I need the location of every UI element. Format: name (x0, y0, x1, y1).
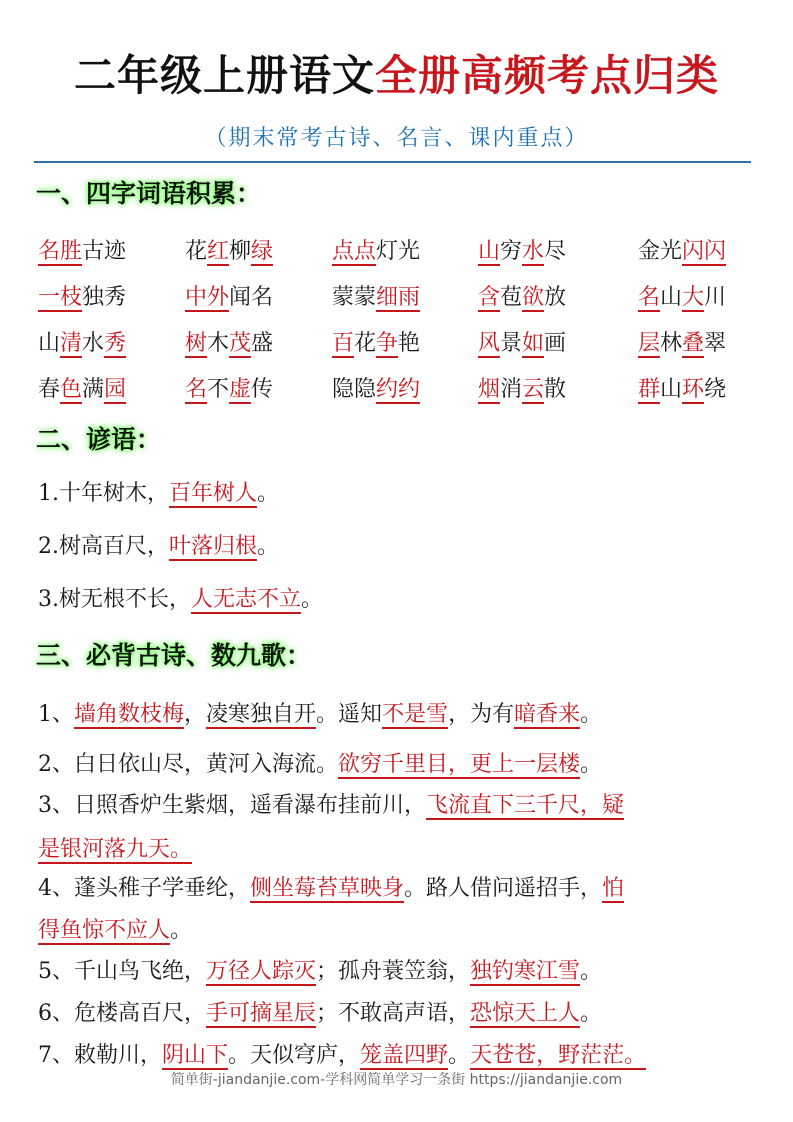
idiom-answer: 水 (522, 239, 545, 264)
poem-answer: 不是雪 (382, 702, 449, 727)
idiom-answer: 细雨 (376, 285, 421, 310)
idiom-item (332, 368, 420, 412)
proverb-line (38, 527, 279, 567)
proverb-answer: 百年树人 (169, 481, 258, 506)
page-subtitle: （期末常考古诗、名言、课内重点） (204, 126, 589, 151)
proverb-text: 1.十年树木， (38, 481, 169, 506)
idiom-answer: 中外 (185, 285, 230, 310)
idiom-text: 花 (185, 239, 208, 264)
title-part2: 全册高频考点归类 (375, 51, 720, 100)
idiom-text: 林 (660, 331, 683, 356)
proverb-text: 。 (257, 534, 280, 559)
proverb-answer: 叶落归根 (169, 534, 258, 559)
idiom-answer: 争 (376, 331, 399, 356)
poem-answer: 万径人踪灭 (206, 959, 317, 984)
idiom-text: 山 (660, 285, 683, 310)
idiom-answer: 清 (60, 331, 83, 356)
poem-line (38, 695, 602, 735)
poem-text: 6、危楼高百尺， (38, 1001, 206, 1026)
idiom-text: 川 (704, 285, 727, 310)
page-title (0, 46, 793, 106)
idiom-text: 满 (82, 377, 105, 402)
idiom-answer: 山 (478, 239, 501, 264)
idiom-item (638, 230, 726, 274)
poem-text: ，为有 (448, 702, 515, 727)
poem-text: 3、日照香炉生紫烟，遥看瀑布挂前川， (38, 793, 426, 818)
poem-text: 4、蓬头稚子学垂纶， (38, 876, 250, 901)
idiom-text: 画 (544, 331, 567, 356)
idiom-text: 花 (354, 331, 377, 356)
poem-text: 。 (170, 918, 193, 943)
idiom-text: 穷 (500, 239, 523, 264)
idiom-text: 山 (38, 331, 61, 356)
idiom-text: 绕 (704, 377, 727, 402)
idiom-answer: 色 (60, 377, 83, 402)
idiom-text: 不 (207, 377, 230, 402)
poem-line (38, 994, 602, 1034)
poem-text: 2、白日依山尽，黄河入海流。 (38, 752, 338, 777)
idiom-item (478, 368, 566, 412)
idiom-answer: 群 (638, 377, 661, 402)
poem-text: ；不敢高声语， (316, 1001, 471, 1026)
idiom-item (638, 368, 726, 412)
poem-line (38, 952, 602, 992)
idiom-row (38, 276, 758, 322)
poem-answer: 怕 (602, 876, 625, 901)
idiom-text: 木 (207, 331, 230, 356)
poem-text: ；孤舟蓑笠翁， (316, 959, 471, 984)
idiom-item (478, 276, 566, 320)
poem-line (38, 745, 602, 785)
poem-text: ， (184, 702, 207, 727)
poem-answer: 飞流直下三千尺，疑 (426, 793, 625, 818)
poem-answer: 阴山下 (162, 1043, 229, 1068)
idiom-answer: 一枝 (38, 285, 83, 310)
idiom-answer: 约约 (376, 377, 421, 402)
idiom-text: 古迹 (82, 239, 127, 264)
idiom-text: 翠 (704, 331, 727, 356)
idiom-answer: 闪闪 (682, 239, 727, 264)
poem-answer: 天苍苍，野茫茫。 (470, 1043, 647, 1068)
idiom-text: 隐隐 (332, 377, 377, 402)
idiom-text: 放 (544, 285, 567, 310)
idiom-answer: 烟 (478, 377, 501, 402)
poem-answer: 笼盖四野 (360, 1043, 449, 1068)
idiom-item (185, 230, 273, 274)
poem-answer: 欲穷千里目，更上一层楼 (338, 752, 581, 777)
idiom-answer: 树 (185, 331, 208, 356)
idiom-item (638, 276, 726, 320)
idiom-answer: 如 (522, 331, 545, 356)
idiom-text: 水 (82, 331, 105, 356)
proverb-text: 。 (301, 587, 324, 612)
proverb-text: 2.树高百尺， (38, 534, 169, 559)
poem-text: 。 (580, 752, 603, 777)
idiom-answer: 含 (478, 285, 501, 310)
idiom-text: 尽 (544, 239, 567, 264)
poem-line (38, 911, 192, 951)
idiom-answer: 风 (478, 331, 501, 356)
idiom-item (38, 322, 126, 366)
proverb-text: 。 (257, 481, 280, 506)
idiom-answer: 层 (638, 331, 661, 356)
idiom-text: 景 (500, 331, 523, 356)
idiom-item (332, 230, 420, 274)
idiom-text: 独秀 (82, 285, 127, 310)
idiom-answer: 大 (682, 285, 705, 310)
poem-answer: 侧坐莓苔草映身 (250, 876, 405, 901)
poem-text: 。 (580, 702, 603, 727)
idiom-text: 蒙蒙 (332, 285, 377, 310)
idiom-answer: 绿 (251, 239, 274, 264)
proverb-line (38, 474, 279, 514)
poem-answer: 暗香来 (514, 702, 581, 727)
idiom-text: 柳 (229, 239, 252, 264)
idiom-item (478, 230, 566, 274)
poem-text: 。 (580, 1001, 603, 1026)
title-part1: 二年级上册语文 (73, 51, 375, 100)
poem-answer: 墙角数枝梅 (74, 702, 185, 727)
poem-answer: 是银河落九天。 (38, 837, 193, 862)
poem-answer: 独钓寒江雪 (470, 959, 581, 984)
idiom-answer: 点点 (332, 239, 377, 264)
idiom-text: 传 (251, 377, 274, 402)
idiom-answer: 环 (682, 377, 705, 402)
idiom-row (38, 230, 758, 276)
poem-answer: 恐惊天上人 (470, 1001, 581, 1026)
poem-text: 。遥知 (316, 702, 383, 727)
section-heading-poems: 三、必背古诗、数九歌： (36, 641, 312, 670)
idiom-item (638, 322, 726, 366)
idiom-answer: 百 (332, 331, 355, 356)
idiom-item (38, 230, 126, 274)
idiom-item (185, 368, 273, 412)
idiom-item (185, 322, 273, 366)
idiom-answer: 名胜 (38, 239, 83, 264)
section-heading-idioms: 一、四字词语积累： (36, 179, 262, 208)
poem-text: 。路人借问遥招手， (404, 876, 603, 901)
idiom-text: 山 (660, 377, 683, 402)
idiom-item (332, 322, 420, 366)
idiom-text: 闻名 (229, 285, 274, 310)
poem-underlined-text: 凌寒独自开 (206, 702, 317, 727)
proverb-line (38, 580, 323, 620)
idiom-text: 盛 (251, 331, 274, 356)
idiom-item (38, 276, 126, 320)
idiom-item (332, 276, 420, 320)
poem-line (38, 830, 192, 870)
title-divider (34, 161, 751, 163)
idiom-text: 灯光 (376, 239, 421, 264)
idiom-item (478, 322, 566, 366)
poem-line (38, 786, 624, 826)
idiom-answer: 欲 (522, 285, 545, 310)
idiom-text: 苞 (500, 285, 523, 310)
poem-text: 5、千山鸟飞绝， (38, 959, 206, 984)
idiom-grid (38, 230, 758, 414)
proverb-answer: 人无志不立 (191, 587, 302, 612)
idiom-answer: 叠 (682, 331, 705, 356)
section-heading-proverbs: 二、谚语： (36, 425, 162, 454)
poem-answer: 手可摘星辰 (206, 1001, 317, 1026)
idiom-answer: 秀 (104, 331, 127, 356)
idiom-answer: 茂 (229, 331, 252, 356)
idiom-item (38, 368, 126, 412)
poem-text: 。 (580, 959, 603, 984)
idiom-answer: 云 (522, 377, 545, 402)
idiom-item (185, 276, 273, 320)
proverb-text: 3.树无根不长， (38, 587, 191, 612)
poem-text: 1、 (38, 702, 74, 727)
poem-text: 。天似穹庐， (228, 1043, 361, 1068)
idiom-answer: 名 (638, 285, 661, 310)
idiom-text: 金光 (638, 239, 683, 264)
idiom-answer: 红 (207, 239, 230, 264)
idiom-answer: 虚 (229, 377, 252, 402)
poem-text: 。 (448, 1043, 471, 1068)
idiom-text: 散 (544, 377, 567, 402)
idiom-answer: 名 (185, 377, 208, 402)
poem-answer: 得鱼惊不应人 (38, 918, 171, 943)
poem-line (38, 869, 624, 909)
idiom-answer: 园 (104, 377, 127, 402)
idiom-row (38, 322, 758, 368)
idiom-text: 艳 (398, 331, 421, 356)
poem-text: 7、敕勒川， (38, 1043, 162, 1068)
footer-watermark: 简单街-jiandanjie.com-学科网简单学习一条街 https://jiandanjie.com (170, 1072, 623, 1088)
idiom-text: 春 (38, 377, 61, 402)
idiom-row (38, 368, 758, 414)
idiom-text: 消 (500, 377, 523, 402)
